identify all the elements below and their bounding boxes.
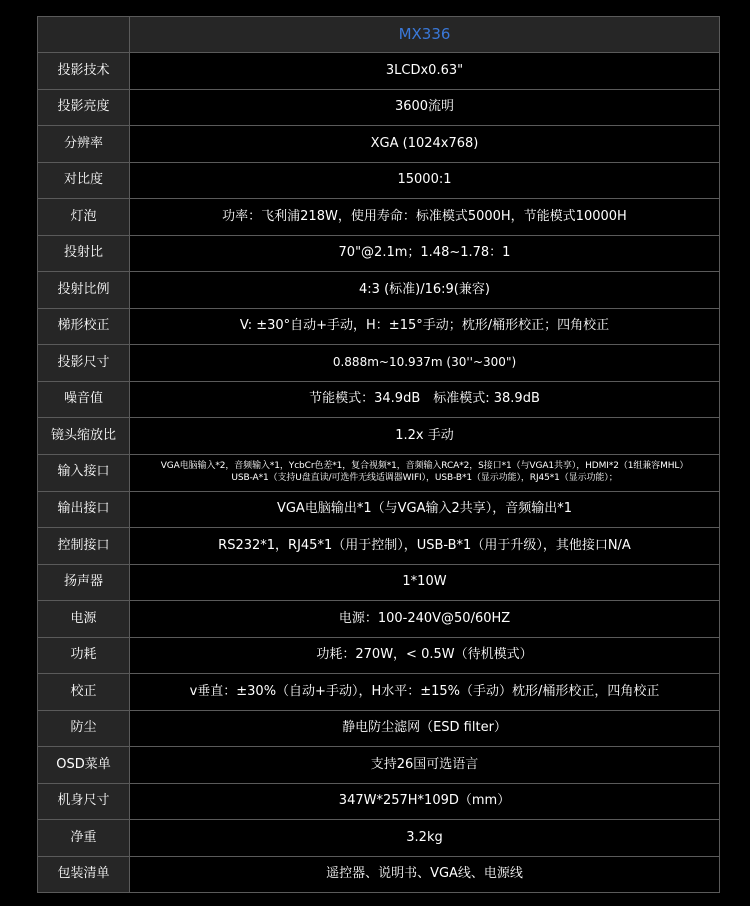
spec-label: 功耗 [38, 637, 130, 674]
spec-label: 噪音值 [38, 381, 130, 418]
spec-row-throw-ratio [38, 235, 720, 272]
spec-value: 1.2x 手动 [130, 418, 720, 455]
spec-label: 净重 [38, 820, 130, 857]
spec-label: 投影亮度 [38, 89, 130, 126]
spec-label: 机身尺寸 [38, 783, 130, 820]
spec-value: 遥控器、说明书、VGA线、电源线 [130, 856, 720, 893]
spec-row-aspect-ratio [38, 272, 720, 309]
spec-value: RS232*1，RJ45*1（用于控制），USB-B*1（用于升级），其他接口N/A [130, 528, 720, 565]
spec-row-brightness [38, 89, 720, 126]
spec-row-projection-size [38, 345, 720, 382]
spec-value: 功率：飞利浦218W，使用寿命：标准模式5000H，节能模式10000H [130, 199, 720, 236]
spec-row-speaker [38, 564, 720, 601]
spec-label: 防尘 [38, 710, 130, 747]
spec-label: 灯泡 [38, 199, 130, 236]
spec-value-line: VGA电脑输入*2，音频输入*1，YcbCr色差*1，复合视频*1，音频输入RCA*2，S接口*1（与VGA1共享），HDMI*2（1组兼容MHL） [160, 461, 689, 472]
spec-label: 电源 [38, 601, 130, 638]
spec-value: v垂直：±30%（自动+手动），H水平：±15%（手动）枕形/桶形校正，四角校正 [130, 674, 720, 711]
spec-value: 1*10W [130, 564, 720, 601]
spec-label: 输入接口 [38, 454, 130, 491]
spec-label: 校正 [38, 674, 130, 711]
spec-label: 包装清单 [38, 856, 130, 893]
spec-value: V: ±30°自动+手动，H：±15°手动；枕形/桶形校正；四角校正 [130, 308, 720, 345]
spec-value: 3LCDx0.63" [130, 53, 720, 90]
spec-row-package-contents [38, 856, 720, 893]
spec-value: 3600流明 [130, 89, 720, 126]
spec-label: 投影尺寸 [38, 345, 130, 382]
spec-label: 输出接口 [38, 491, 130, 528]
spec-label: 投射比例 [38, 272, 130, 309]
spec-value: XGA (1024x768) [130, 126, 720, 163]
spec-row-noise [38, 381, 720, 418]
spec-row-power [38, 601, 720, 638]
spec-value: 支持26国可选语言 [130, 747, 720, 784]
spec-value: 节能模式：34.9dB 标准模式: 38.9dB [130, 381, 720, 418]
spec-row-resolution [38, 126, 720, 163]
header-row [38, 17, 720, 53]
spec-row-lamp [38, 199, 720, 236]
spec-row-dustproof [38, 710, 720, 747]
spec-value: 70"@2.1m；1.48~1.78：1 [130, 235, 720, 272]
spec-label: 镜头缩放比 [38, 418, 130, 455]
spec-value: 347W*257H*109D（mm） [130, 783, 720, 820]
spec-value: 静电防尘滤网（ESD filter） [130, 710, 720, 747]
spec-label: 扬声器 [38, 564, 130, 601]
spec-row-power-consumption [38, 637, 720, 674]
spec-row-dimensions [38, 783, 720, 820]
spec-label: 投射比 [38, 235, 130, 272]
spec-value: 4:3 (标准)/16:9(兼容) [130, 272, 720, 309]
spec-row-output-ports [38, 491, 720, 528]
spec-value [130, 454, 720, 491]
spec-value: 3.2kg [130, 820, 720, 857]
spec-value: VGA电脑输出*1（与VGA输入2共享），音频输出*1 [130, 491, 720, 528]
spec-label: 分辨率 [38, 126, 130, 163]
model-name: MX336 [130, 17, 720, 53]
header-label-cell [38, 17, 130, 53]
spec-row-zoom [38, 418, 720, 455]
spec-table [37, 16, 720, 893]
spec-label: 投影技术 [38, 53, 130, 90]
spec-label: 梯形校正 [38, 308, 130, 345]
spec-row-net-weight [38, 820, 720, 857]
spec-row-osd-menu [38, 747, 720, 784]
spec-row-projection-tech [38, 53, 720, 90]
spec-row-keystone [38, 308, 720, 345]
spec-value: 功耗：270W，< 0.5W（待机模式） [130, 637, 720, 674]
spec-row-correction [38, 674, 720, 711]
spec-value: 0.888m~10.937m (30''~300") [130, 345, 720, 382]
spec-row-control-ports [38, 528, 720, 565]
spec-label: 对比度 [38, 162, 130, 199]
spec-value-line: USB-A*1（支持U盘直读/可选件无线适调器WIFI），USB-B*1（显示功能），RJ45*1（显示功能）； [231, 472, 618, 483]
spec-value: 15000:1 [130, 162, 720, 199]
spec-label: 控制接口 [38, 528, 130, 565]
spec-value: 电源：100-240V@50/60HZ [130, 601, 720, 638]
spec-row-contrast [38, 162, 720, 199]
spec-label: OSD菜单 [38, 747, 130, 784]
spec-row-input-ports [38, 454, 720, 491]
